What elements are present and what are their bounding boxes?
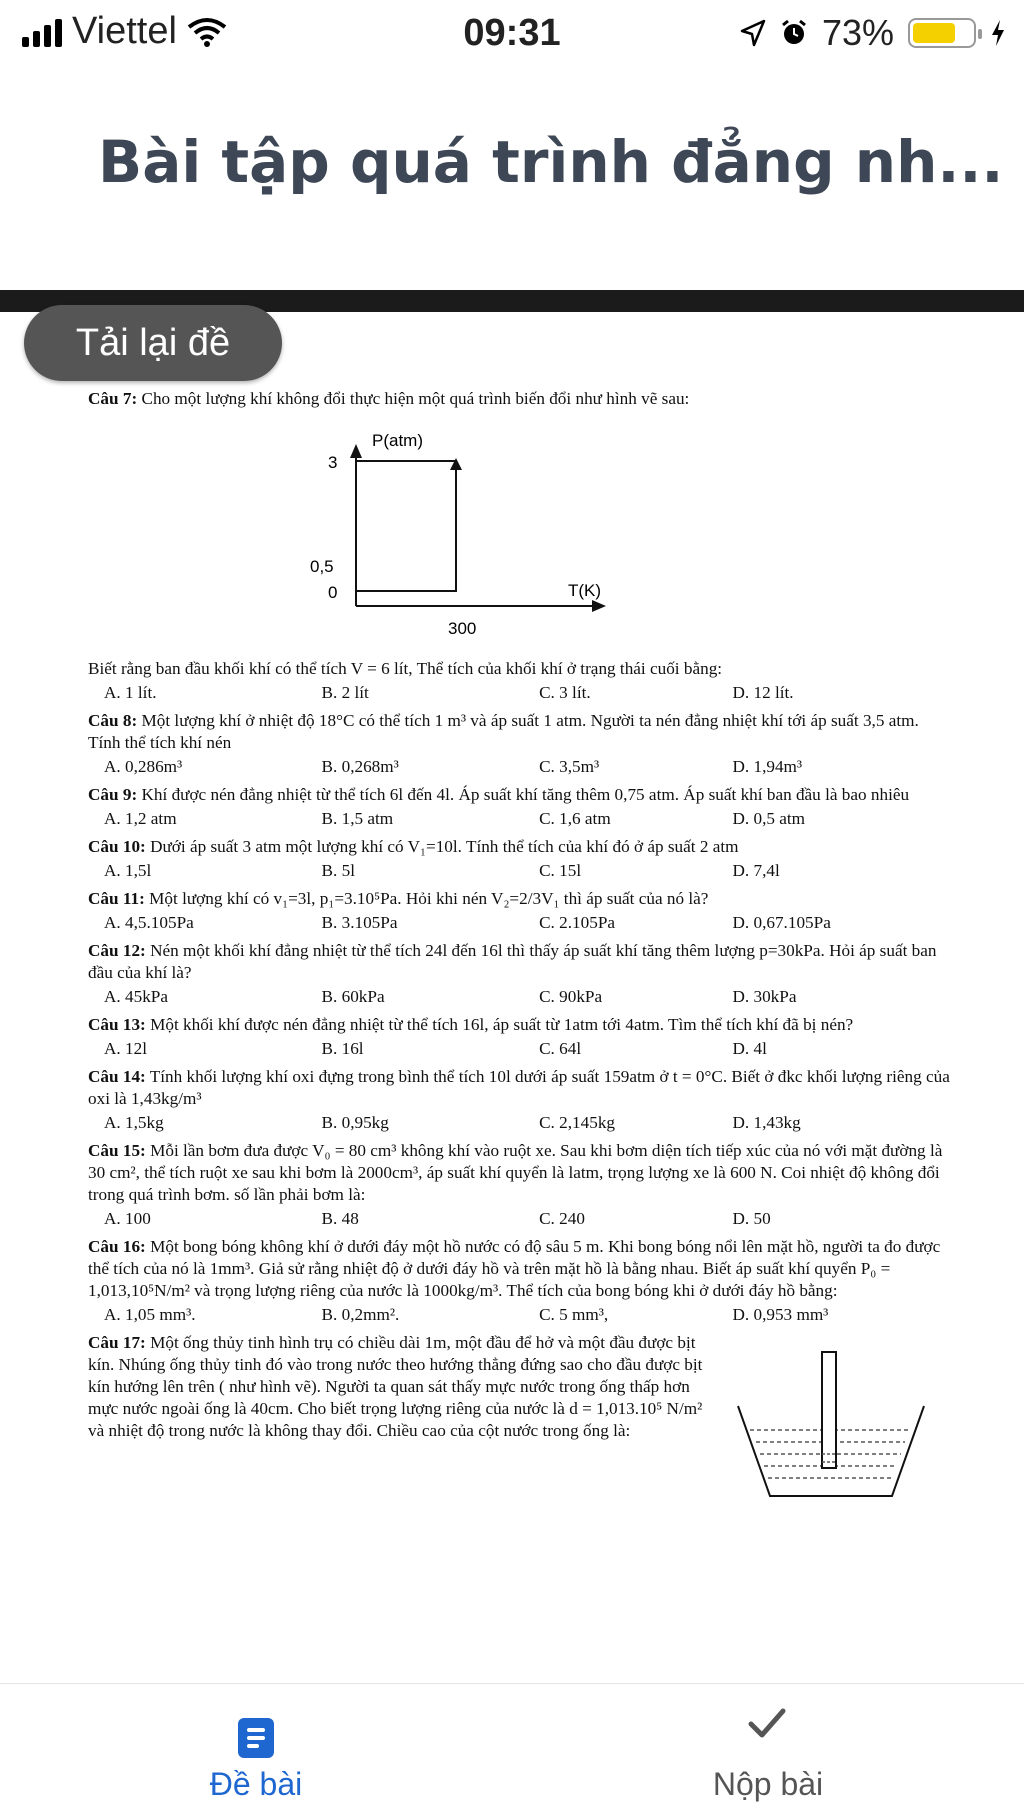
option-a[interactable]: A. 4,5.105Pa xyxy=(104,913,194,932)
question-number: Câu 11: xyxy=(88,889,145,908)
option-a[interactable]: A. 1 lít. xyxy=(104,683,157,702)
status-time: 09:31 xyxy=(463,12,561,54)
option-a[interactable]: A. 1,5kg xyxy=(104,1113,164,1132)
option-a[interactable]: A. 1,2 atm xyxy=(104,809,177,828)
option-d[interactable]: D. 7,4l xyxy=(732,861,780,880)
question-text: Một lượng khí có v₁=3l, p₁=3.10⁵Pa. Hỏi khi nén V₂=2/3V₁ thì áp suất của nó là? xyxy=(149,889,709,908)
option-a[interactable]: A. 0,286m³ xyxy=(104,757,183,776)
question-7 xyxy=(88,388,950,410)
graph-p-arrow xyxy=(350,444,362,458)
tube-figure xyxy=(730,1350,930,1500)
option-b[interactable]: B. 0,95kg xyxy=(321,1113,389,1132)
question-text: Dưới áp suất 3 atm một lượng khí có V₁=10l. Tính thể tích của khí đó ở áp suất 2 atm xyxy=(150,837,739,856)
option-a[interactable]: A. 1,5l xyxy=(104,861,152,880)
option-b[interactable]: B. 5l xyxy=(321,861,355,880)
question-text: Tính khối lượng khí oxi đựng trong bình thể tích 10l dưới áp suất 159atm ở t = 0°C. Biết ở đkc khối lượng riêng của oxi là 1,43kg/m³ xyxy=(88,1067,950,1108)
question-7-options xyxy=(104,682,950,704)
question-9 xyxy=(88,784,950,806)
question-number: Câu 7: xyxy=(88,389,138,408)
battery-percent: 73% xyxy=(821,12,894,53)
question-17-text xyxy=(88,1332,722,1442)
option-b[interactable]: B. 48 xyxy=(321,1209,359,1228)
question-15-options xyxy=(104,1208,950,1230)
graph-p-low: 0,5 xyxy=(310,557,334,576)
pt-graph xyxy=(88,410,950,658)
question-8 xyxy=(88,710,950,754)
question-text: Mỗi lần bơm đưa được V₀ = 80 cm³ không khí vào ruột xe. Sau khi bơm diện tích tiếp xúc của nó với mặt đường là 30 cm², thể tích ruột xe sau khi bơm là 2000cm³, áp suất khí quyển là latm, trọng lượng xe là 600 N. Coi nhiệt độ không đổi trong quá trình bơm. số lần phải bơm là: xyxy=(88,1141,943,1204)
question-14 xyxy=(88,1066,950,1110)
question-text: Cho một lượng khí không đổi thực hiện một quá trình biến đổi như hình vẽ sau: xyxy=(141,389,690,408)
question-text: Một bong bóng không khí ở dưới đáy một hồ nước có độ sâu 5 m. Khi bong bóng nổi lên mặt hồ, người ta đo được thể tích của nó là 1mm³. Giả sử rằng nhiệt độ ở dưới đáy hồ và trên mặt hồ là bằng nhau. Biết áp suất khí quyển P₀ = 1,013,10⁵N/m² và trọng lượng riêng của nước là 1000kg/m³. Thể tích của bong bóng khi ở dưới đáy hồ bằng: xyxy=(88,1237,941,1300)
graph-process-rect xyxy=(356,461,456,591)
check-icon xyxy=(747,1706,787,1740)
carrier-name: Viettel xyxy=(72,10,177,52)
question-8-options xyxy=(104,756,950,778)
question-7-stem: Biết rằng ban đầu khối khí có thể tích V = 6 lít, Thể tích của khối khí ở trạng thái cuối bằng: xyxy=(88,659,723,678)
question-text: Nén một khối khí đẳng nhiệt từ thể tích 24l đến 16l thì thấy áp suất khí tăng thêm lượng p=30kPa. Hỏi áp suất ban đầu của khí là? xyxy=(88,941,937,982)
tab-exam-label: Đề bài xyxy=(209,1766,303,1802)
question-number: Câu 13: xyxy=(88,1015,146,1034)
option-b[interactable]: B. 3.105Pa xyxy=(321,913,398,932)
graph-t-arrow xyxy=(592,600,606,612)
option-d[interactable]: D. 12 lít. xyxy=(732,683,794,702)
option-c[interactable]: C. 2.105Pa xyxy=(539,913,616,932)
question-15 xyxy=(88,1140,950,1206)
option-b[interactable]: B. 0,268m³ xyxy=(321,757,399,776)
option-c[interactable]: C. 1,6 atm xyxy=(539,809,611,828)
graph-p-label: P(atm) xyxy=(372,431,423,450)
option-d[interactable]: D. 1,94m³ xyxy=(732,757,803,776)
question-number: Câu 10: xyxy=(88,837,146,856)
option-d[interactable]: D. 0,953 mm³ xyxy=(732,1305,829,1324)
option-c[interactable]: C. 3,5m³ xyxy=(539,757,600,776)
question-16 xyxy=(88,1236,950,1302)
question-11-options xyxy=(104,912,950,934)
reload-button[interactable]: Tải lại đề xyxy=(24,305,282,381)
alarm-icon xyxy=(780,19,808,47)
graph-p-high: 3 xyxy=(328,453,338,472)
question-text: Một khối khí được nén đẳng nhiệt từ thể tích 16l, áp suất từ 1atm tới 4atm. Tìm thể tích khí đã bị nén? xyxy=(150,1015,854,1034)
graph-origin: 0 xyxy=(328,583,338,602)
exam-document[interactable] xyxy=(88,388,950,1684)
graph-process-arrow xyxy=(450,458,462,470)
option-b[interactable]: B. 60kPa xyxy=(321,987,385,1006)
option-c[interactable]: C. 90kPa xyxy=(539,987,603,1006)
charging-icon xyxy=(990,19,1006,47)
tab-exam[interactable] xyxy=(0,1684,512,1818)
question-12 xyxy=(88,940,950,984)
question-text: Một ống thủy tinh hình trụ có chiều dài 1m, một đầu để hở và một đầu được bịt kín. Nhúng ống thủy tinh đó vào trong nước theo hướng thẳng đứng sao cho đầu được bịt kín hướng lên trên ( như hình vẽ). Người ta quan sát thấy mực nước trong ống thấp hơn mực nước ngoài ống là 40cm. Cho biết trọng lượng riêng của nước là d = 1,013.10⁵ N/m² và nhiệt độ trong nước là không thay đổi. Chiều cao của cột nước trong ống là: xyxy=(88,1333,703,1440)
question-number: Câu 14: xyxy=(88,1067,146,1086)
question-text: Một lượng khí ở nhiệt độ 18°C có thể tích 1 m³ và áp suất 1 atm. Người ta nén đẳng nhiệt khí tới áp suất 3,5 atm. Tính thể tích khí nén xyxy=(88,711,919,752)
option-a[interactable]: A. 1,05 mm³. xyxy=(104,1305,196,1324)
option-a[interactable]: A. 100 xyxy=(104,1209,151,1228)
option-b[interactable]: B. 16l xyxy=(321,1039,364,1058)
question-9-options xyxy=(104,808,950,830)
option-d[interactable]: D. 30kPa xyxy=(732,987,797,1006)
option-c[interactable]: C. 2,145kg xyxy=(539,1113,616,1132)
question-number: Câu 17: xyxy=(88,1333,146,1352)
option-d[interactable]: D. 0,67.105Pa xyxy=(732,913,831,932)
option-b[interactable]: B. 1,5 atm xyxy=(321,809,394,828)
question-12-options xyxy=(104,986,950,1008)
status-bar xyxy=(0,0,1024,66)
page-title: Bài tập quá trình đẳng nh... xyxy=(98,128,1004,196)
bottom-tab-bar xyxy=(0,1683,1024,1818)
option-d[interactable]: D. 4l xyxy=(732,1039,767,1058)
question-number: Câu 12: xyxy=(88,941,146,960)
option-c[interactable]: C. 3 lít. xyxy=(539,683,591,702)
question-10 xyxy=(88,836,950,858)
option-a[interactable]: A. 12l xyxy=(104,1039,147,1058)
question-number: Câu 8: xyxy=(88,711,138,730)
option-c[interactable]: C. 240 xyxy=(539,1209,585,1228)
status-right xyxy=(740,12,1006,54)
option-c[interactable]: C. 15l xyxy=(539,861,582,880)
location-icon xyxy=(740,19,766,47)
question-13 xyxy=(88,1014,950,1036)
document-icon xyxy=(238,1718,274,1758)
question-14-options xyxy=(104,1112,950,1134)
question-13-options xyxy=(104,1038,950,1060)
option-d[interactable]: D. 1,43kg xyxy=(732,1113,801,1132)
question-number: Câu 15: xyxy=(88,1141,146,1160)
option-d[interactable]: D. 0,5 atm xyxy=(732,809,806,828)
option-b[interactable]: B. 2 lít xyxy=(321,683,369,702)
option-a[interactable]: A. 45kPa xyxy=(104,987,168,1006)
battery-icon xyxy=(908,18,976,48)
option-c[interactable]: C. 5 mm³, xyxy=(539,1305,609,1324)
tab-submit-label: Nộp bài xyxy=(712,1766,824,1802)
option-d[interactable]: D. 50 xyxy=(732,1209,771,1228)
option-c[interactable]: C. 64l xyxy=(539,1039,582,1058)
question-text: Khí được nén đẳng nhiệt từ thể tích 6l đến 4l. Áp suất khí tăng thêm 0,75 atm. Áp suất khí ban đầu là bao nhiêu xyxy=(141,785,910,804)
tab-submit[interactable] xyxy=(512,1684,1024,1818)
question-16-options xyxy=(104,1304,950,1326)
graph-t-mark: 300 xyxy=(448,619,477,638)
question-number: Câu 16: xyxy=(88,1237,146,1256)
graph-t-label: T(K) xyxy=(568,581,602,600)
question-17 xyxy=(88,1332,950,1442)
option-b[interactable]: B. 0,2mm². xyxy=(321,1305,400,1324)
question-number: Câu 9: xyxy=(88,785,138,804)
question-10-options xyxy=(104,860,950,882)
question-11 xyxy=(88,888,950,910)
